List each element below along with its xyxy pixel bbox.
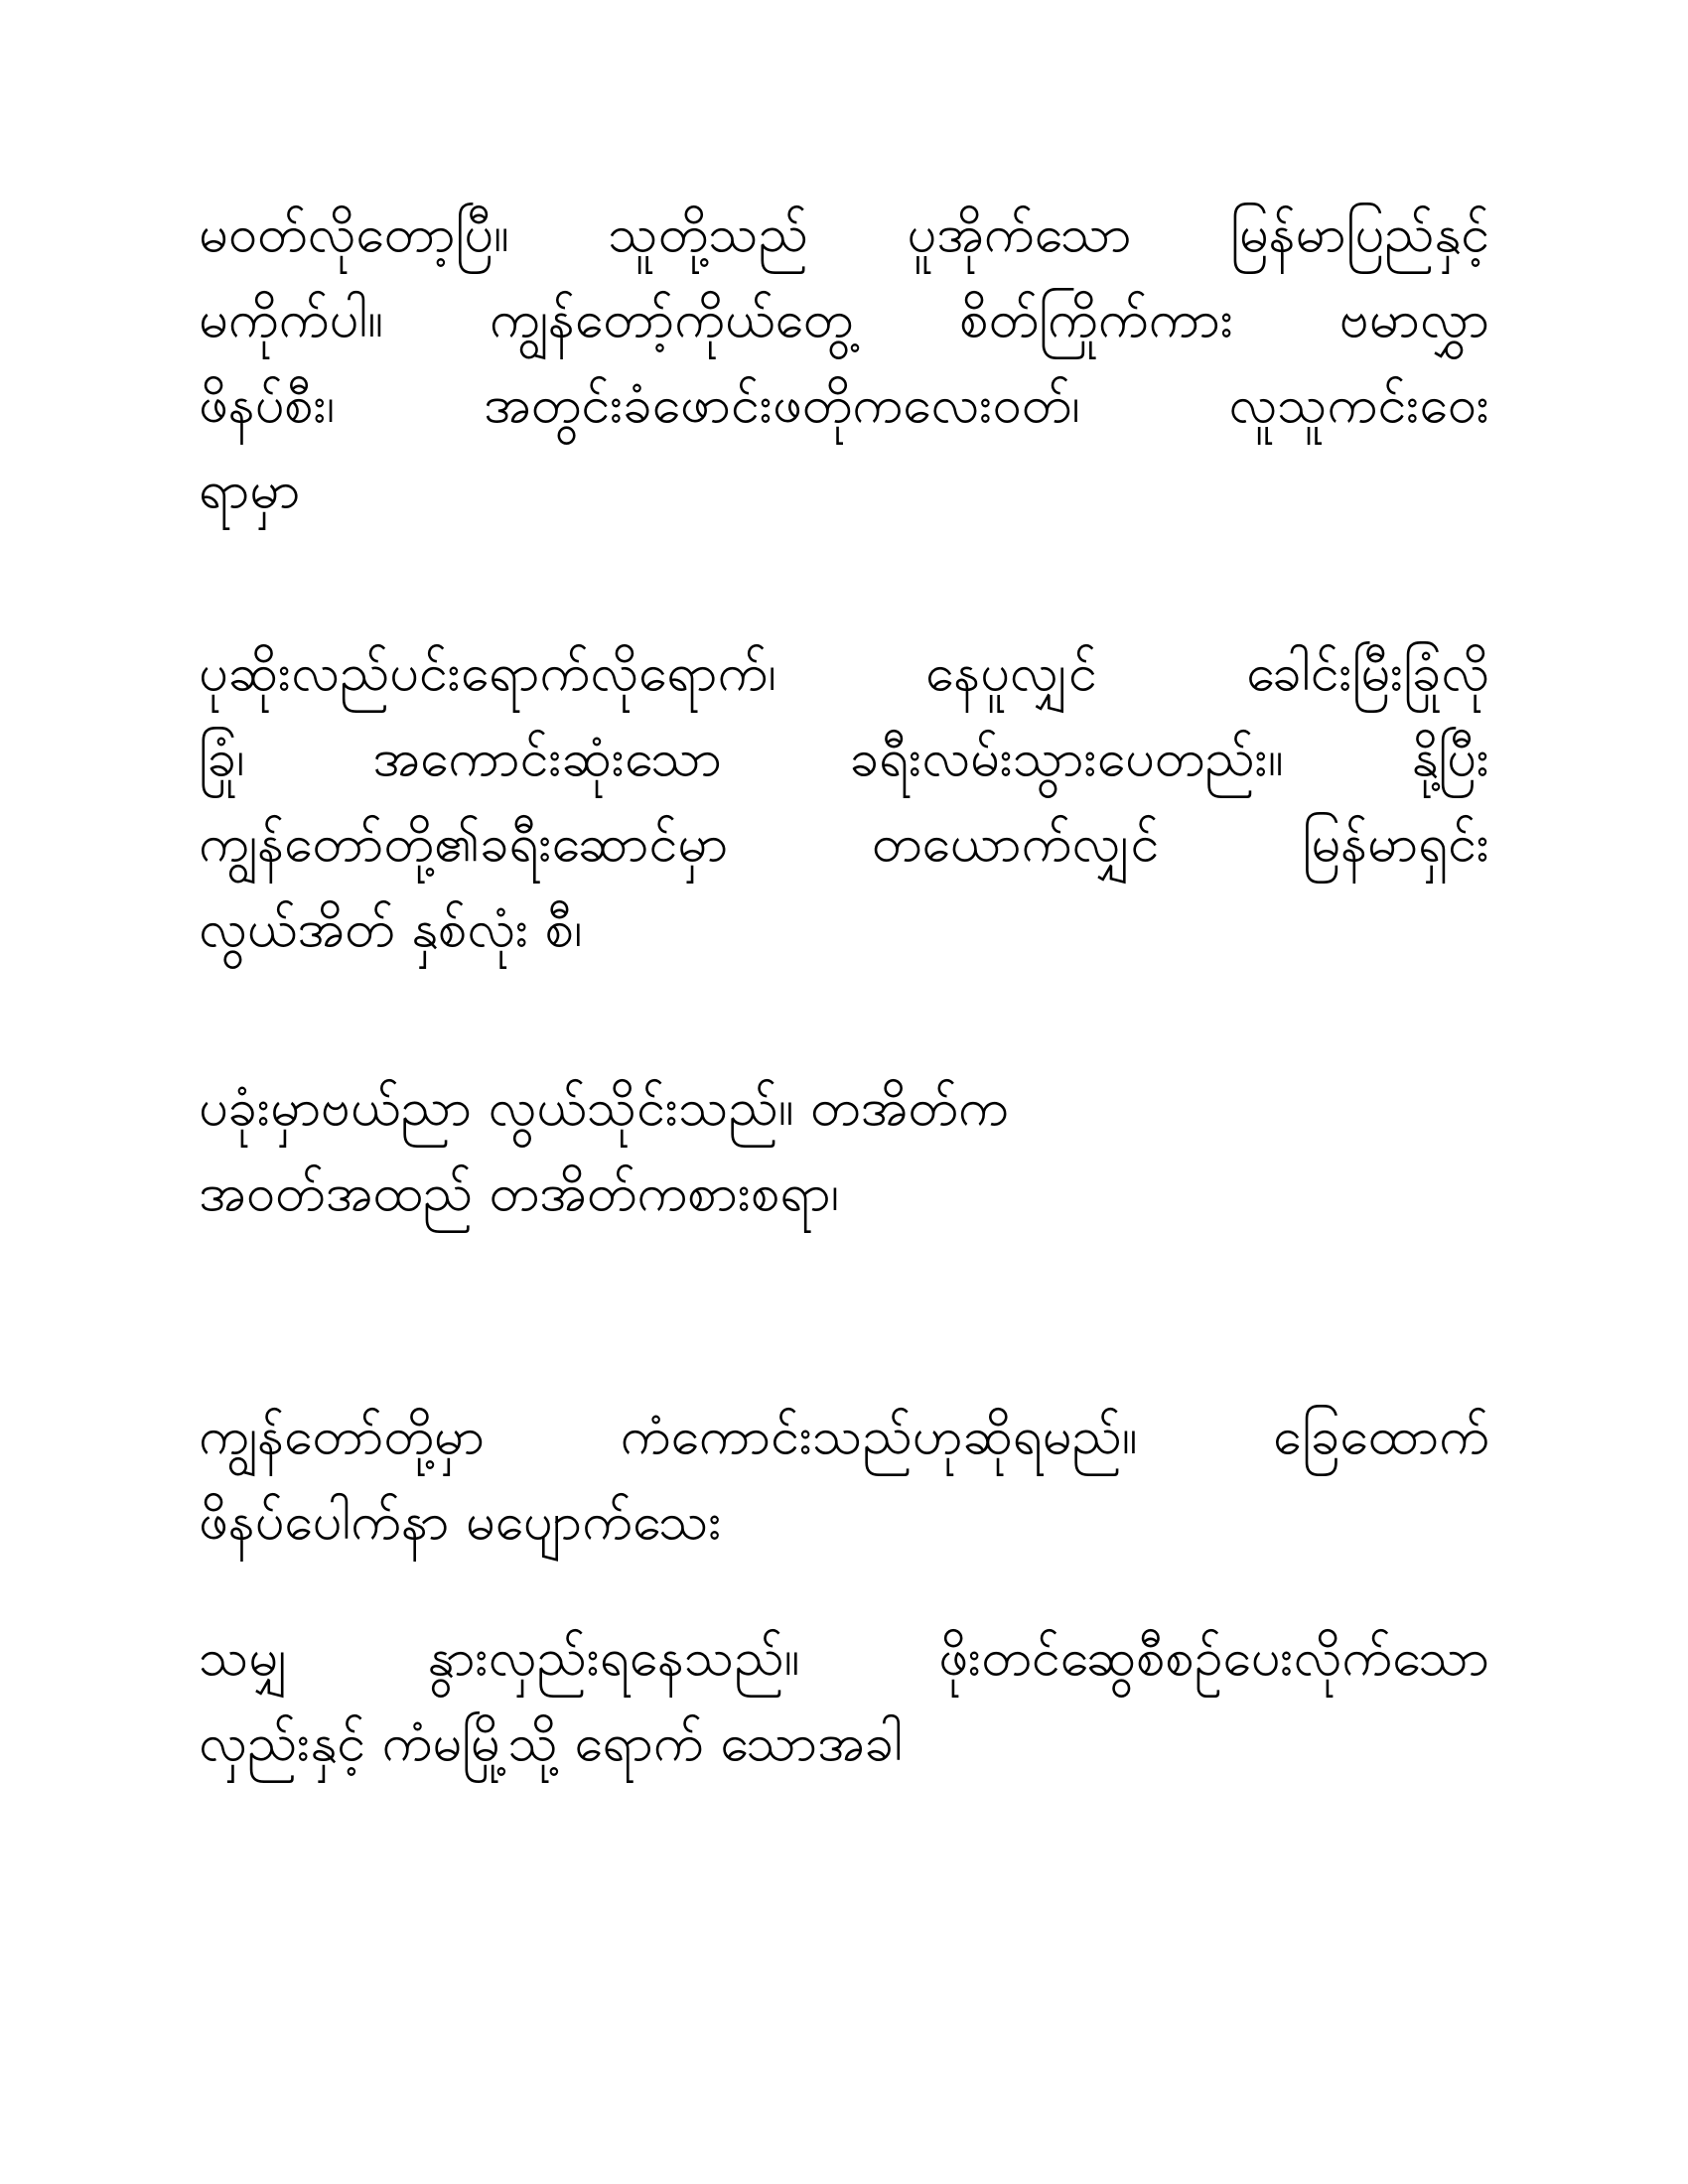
text-line: ဖိနပ်စီး၊ အတွင်းခံဖောင်းဖတိုကလေးဝတ်၊ လူသူကင်းဝေး: [199, 375, 1489, 435]
paragraph-5: [199, 1615, 1489, 1786]
text-line: ပခုံးမှာဗယ်ညာ လွယ်သိုင်းသည်။ တအိတ်က: [199, 1078, 1009, 1138]
text-line: ခြုံ၊ အကောင်းဆုံးသော ခရီးလမ်းသွားပေတည်း။ နို့ပြီး: [199, 729, 1489, 788]
text-line: ရာမှာ: [199, 461, 301, 520]
text-line: လွယ်အိတ် နှစ်လုံး စီ၊: [199, 899, 583, 959]
paragraph-3: [199, 1065, 1489, 1236]
paragraph-2: [199, 630, 1489, 972]
text-line: ဖိနပ်ပေါက်နာ မပျောက်သေး: [199, 1492, 722, 1552]
text-line: ပုဆိုးလည်ပင်းရောက်လိုရောက်၊ နေပူလျှင် ခေါင်းမြီးခြုံလို: [199, 643, 1489, 703]
text-line: ကျွန်တော်တို့၏ခရီးဆောင်မှာ တယောက်လျှင် မြန်မာရှင်း: [199, 814, 1489, 874]
text-line: လှည်းနှင့် ကံမမြို့သို့ ရောက် သောအခါ: [199, 1713, 904, 1773]
text-line: အဝတ်အထည် တအိတ်ကစားစရာ၊: [199, 1163, 839, 1223]
text-line: သမျှ နွားလှည်းရနေသည်။ ဖိုးတင်ဆွေစီစဉ်ပေးလိုက်သော: [199, 1628, 1489, 1688]
text-line: ကျွန်တော်တို့မှာ ကံကောင်းသည်ဟုဆိုရမည်။ ခြေထောက်: [199, 1407, 1489, 1466]
paragraph-4: [199, 1394, 1489, 1565]
paragraph-1: [199, 192, 1489, 533]
text-line: မဝတ်လိုတော့ပြီ။ သူတို့သည် ပူအိုက်သော မြန်မာပြည်နှင့်: [199, 205, 1489, 264]
text-line: မကိုက်ပါ။ ကျွန်တော့်ကိုယ်တွေ့ စိတ်ကြိုက်ကား ဗမာလွှာ: [199, 290, 1489, 349]
